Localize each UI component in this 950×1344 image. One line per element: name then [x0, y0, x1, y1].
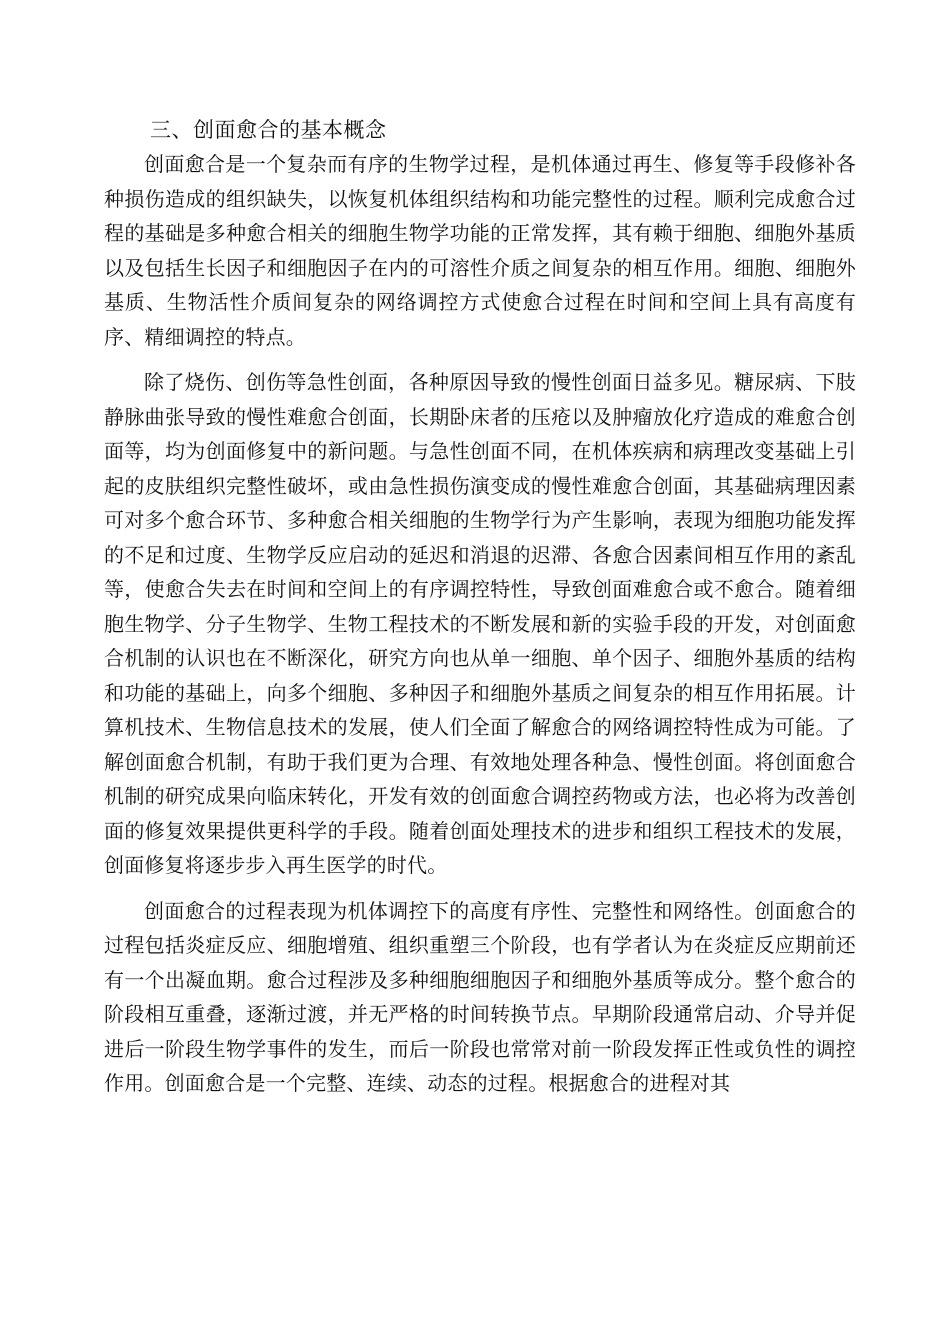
- paragraph-chronic-wounds: 除了烧伤、创伤等急性创面，各种原因导致的慢性创面日益多见。糖尿病、下肢静脉曲张导致的慢性难愈合创面，长期卧床者的压疮以及肿瘤放化疗造成的难愈合创面等，均为创面修复中的新问题。与急性创面不同，在机体疾病和病理改变基础上引起的皮肤组织完整性破坏，或由急性损伤演变成的慢性难愈合创面，其基础病理因素可对多个愈合环节、多种愈合相关细胞的生物学行为产生影响，表现为细胞功能发挥的不足和过度、生物学反应启动的延迟和消退的迟滞、各愈合因素间相互作用的紊乱等，使愈合失去在时间和空间上的有序调控特性，导致创面难愈合或不愈合。随着细胞生物学、分子生物学、生物工程技术的不断发展和新的实验手段的开发，对创面愈合机制的认识也在不断深化，研究方向也从单一细胞、单个因子、细胞外基质的结构和功能的基础上，向多个细胞、多种因子和细胞外基质之间复杂的相互作用拓展。计算机技术、生物信息技术的发展，使人们全面了解愈合的网络调控特性成为可能。了解创面愈合机制，有助于我们更为合理、有效地处理各种急、慢性创面。将创面愈合机制的研究成果向临床转化，开发有效的创面愈合调控药物或方法，也必将为改善创面的修复效果提供更科学的手段。随着创面处理技术的进步和组织工程技术的发展，创面修复将逐步步入再生医学的时代。: [104, 370, 856, 877]
- paragraph-healing-process: 创面愈合的过程表现为机体调控下的高度有序性、完整性和网络性。创面愈合的过程包括炎症反应、细胞增殖、组织重塑三个阶段，也有学者认为在炎症反应期前还有一个出凝血期。愈合过程涉及多种细胞细胞因子和细胞外基质等成分。整个愈合的阶段相互重叠，逐渐过渡，并无严格的时间转换节点。早期阶段通常启动、介导并促进后一阶段生物学事件的发生，而后一阶段也常常对前一阶段发挥正性或负性的调控作用。创面愈合是一个完整、连续、动态的过程。根据愈合的进程对其: [104, 898, 856, 1095]
- body-text: [104, 147, 856, 1112]
- section-heading: 三、创面愈合的基本概念: [150, 118, 387, 142]
- paragraph-wound-healing-definition: 创面愈合是一个复杂而有序的生物学过程，是机体通过再生、修复等手段修补各种损伤造成的组织缺失，以恢复机体组织结构和功能完整性的过程。顺利完成愈合过程的基础是多种愈合相关的细胞生物学功能的正常发挥，其有赖于细胞、细胞外基质以及包括生长因子和细胞因子在内的可溶性介质之间复杂的相互作用。细胞、细胞外基质、生物活性介质间复杂的网络调控方式使愈合过程在时间和空间上具有高度有序、精细调控的特点。: [104, 152, 856, 349]
